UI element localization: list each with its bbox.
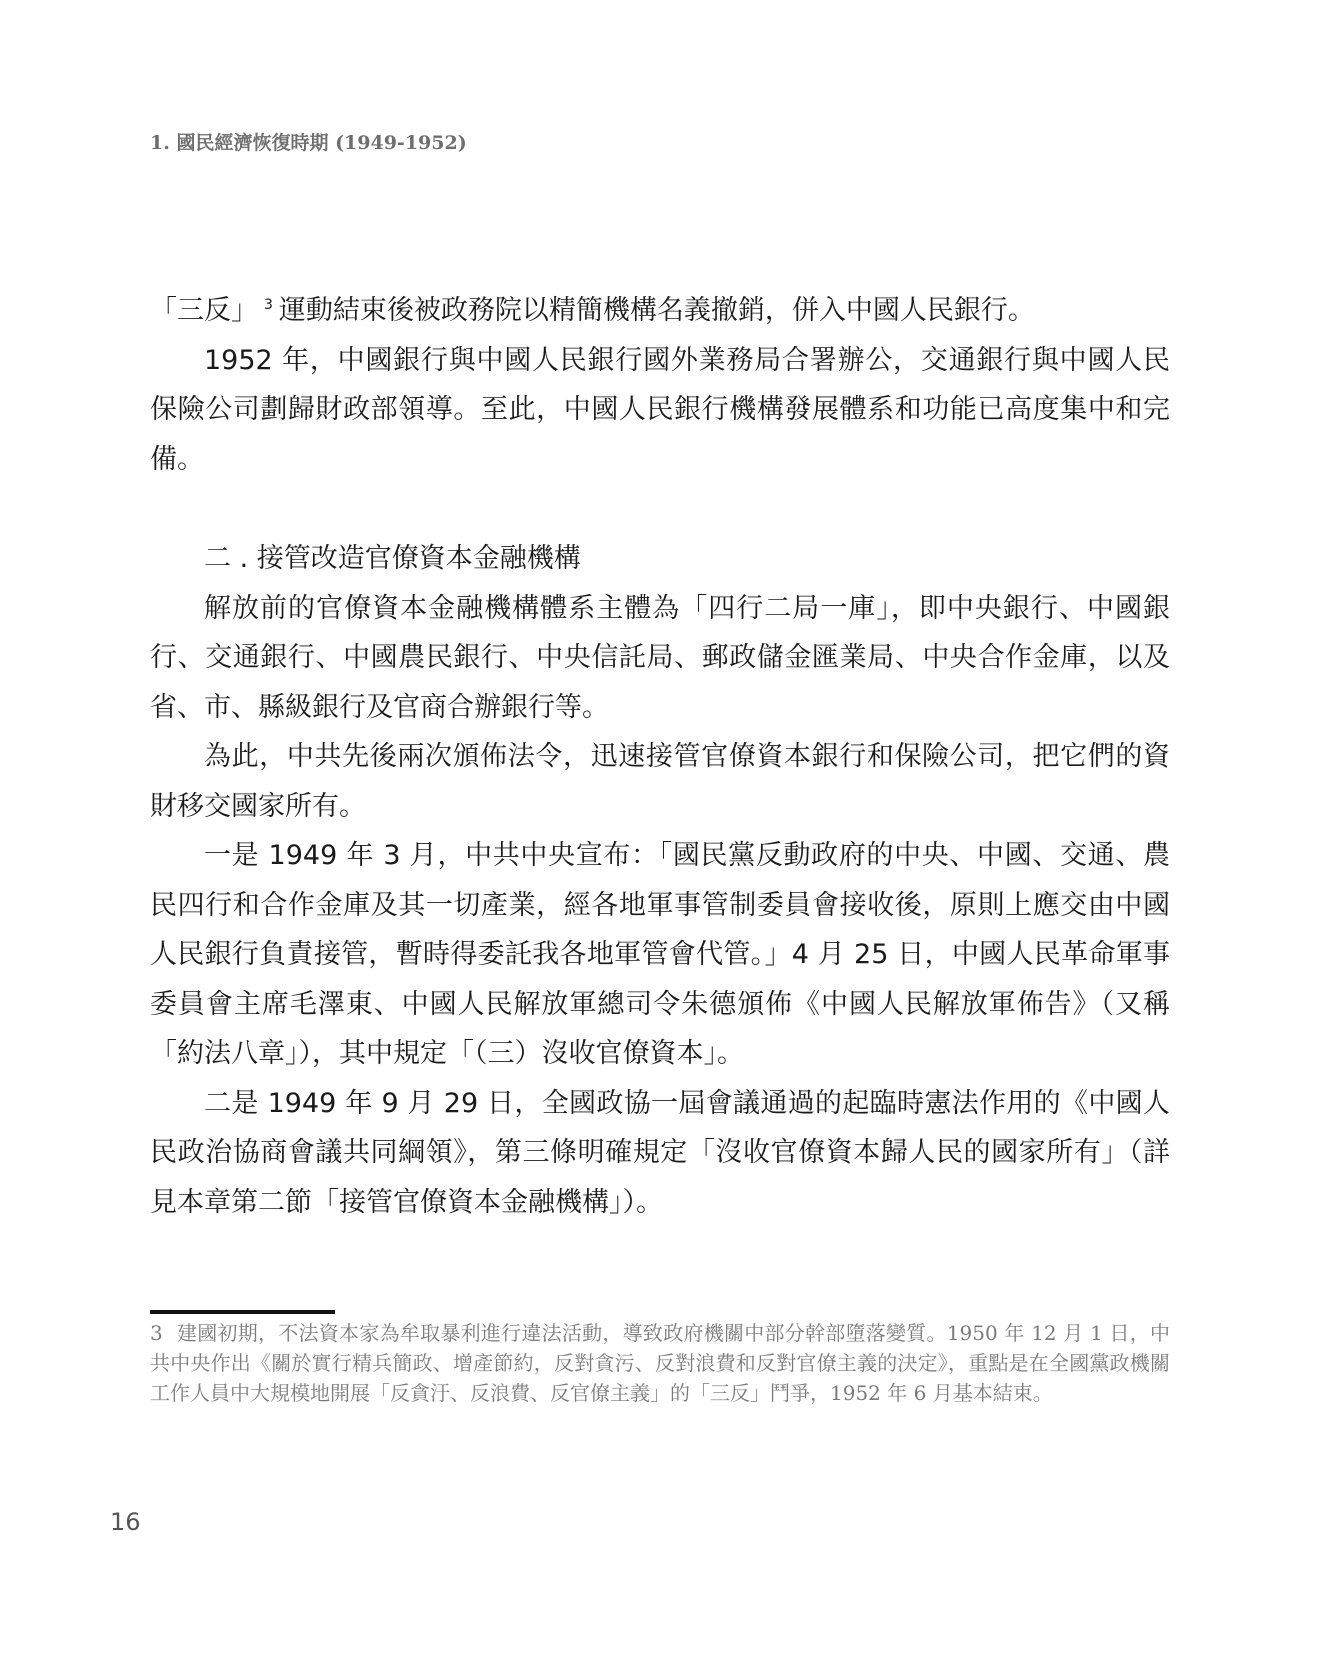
footnote-reference[interactable]: 3 [264,297,273,313]
paragraph-1-rest: 運動結束後被政務院以精簡機構名義撤銷，併入中國人民銀行。 [278,295,1035,326]
paragraph-3: 解放前的官僚資本金融機構體系主體為「四行二局一庫」，即中央銀行、中國銀行、交通銀行、中國農民銀行、中央信託局、郵政儲金匯業局、中央合作金庫，以及省、市、縣級銀行及官商合辦銀行等。 [150,592,1170,723]
paragraph-1-lead: 「三反」 [150,295,258,326]
footnote-text: 建國初期，不法資本家為牟取暴利進行違法活動，導致政府機關中部分幹部墮落變質。1950 年 12 月 1 日，中共中央作出《關於實行精兵簡政、增產節約，反對貪污、反對浪費和反對官僚主義的決定》，重點是在全國黨政機關工作人員中大規模地開展「反貪汙、反浪費、反官僚主義」的「三反」鬥爭，1952 年 6 月基本結束。 [150,1321,1170,1405]
running-header: 1. 國民經濟恢復時期 (1949-1952) [150,132,467,154]
paragraph-5: 一是 1949 年 3 月，中共中央宣布：「國民黨反動政府的中央、中國、交通、農民四行和合作金庫及其一切產業，經各地軍事管制委員會接收後，原則上應交由中國人民銀行負責接管，暫時得委託我各地軍管會代管。」4 月 25 日，中國人民革命軍事委員會主席毛澤東、中國人民解放軍總司令朱德頒佈《中國人民解放軍佈告》（又稱「約法八章」），其中規定「（三）沒收官僚資本」。 [150,840,1170,1069]
footnote-divider [150,1310,335,1314]
paragraph-4: 為此，中共先後兩次頒佈法令，迅速接管官僚資本銀行和保險公司，把它們的資財移交國家所有。 [150,741,1170,822]
paragraph-2: 1952 年，中國銀行與中國人民銀行國外業務局合署辦公，交通銀行與中國人民保險公司劃歸財政部領導。至此，中國人民銀行機構發展體系和功能已高度集中和完備。 [150,344,1170,475]
footnote-number: 3 [150,1321,163,1345]
footnote [150,1318,1170,1408]
body-text [150,286,1170,1227]
paragraph-6: 二是 1949 年 9 月 29 日，全國政協一屆會議通過的起臨時憲法作用的《中國人民政治協商會議共同綱領》，第三條明確規定「沒收官僚資本歸人民的國家所有」（詳見本章第二節「接管官僚資本金融機構」）。 [150,1087,1170,1218]
page-number: 16 [110,1508,141,1536]
paragraph-1 [150,286,1170,336]
section-heading: 二 . 接管改造官僚資本金融機構 [204,543,581,574]
